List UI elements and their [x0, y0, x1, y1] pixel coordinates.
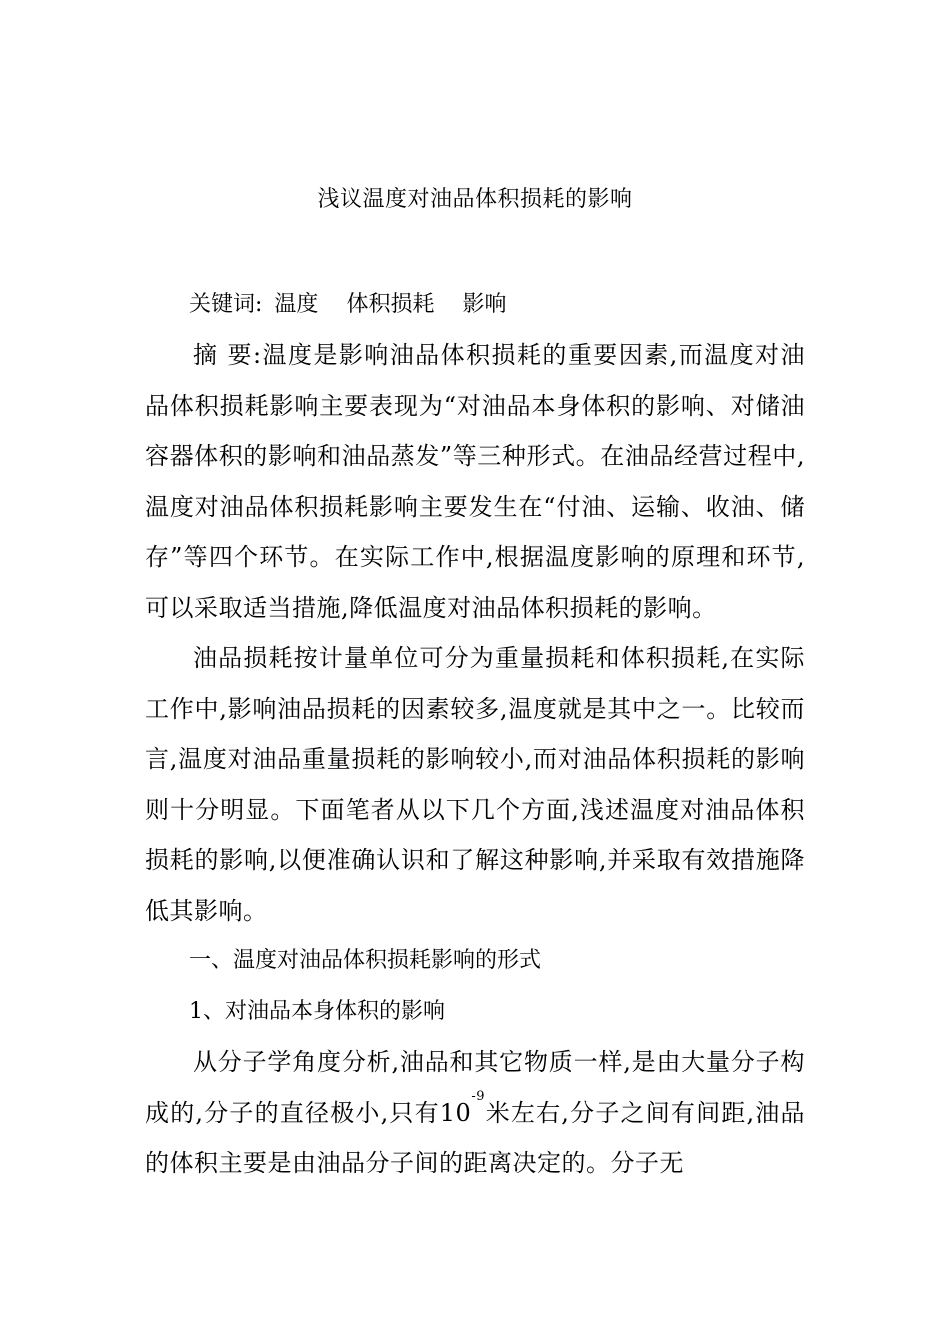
section-heading: 一、温度对油品体积损耗影响的形式	[189, 948, 542, 973]
abstract-paragraph	[145, 330, 805, 633]
body-paragraph	[145, 1037, 805, 1189]
abstract-label: 摘 要:	[193, 341, 262, 369]
keyword-item: 影响	[462, 292, 507, 317]
keyword-item: 体积损耗	[346, 292, 435, 317]
keywords-label: 关键词:	[189, 292, 263, 317]
body-text-before: 从分子学角度分析,油品和其它物质一样,是由大量分子构成的,分子的直径极小,只有10	[145, 1048, 805, 1127]
exponent: -9	[471, 1088, 486, 1104]
subsection-heading: 1、对油品本身体积的影响	[189, 998, 445, 1024]
abstract-text: 温度是影响油品体积损耗的重要因素,而温度对油品体积损耗影响主要表现为“对油品本身体积的影响、对储油容器体积的影响和油品蒸发”等三种形式。在油品经营过程中,温度对油品体积损耗影响主要发生在“付油、运输、收油、储存”等四个环节。在实际工作中,根据温度影响的原理和环节,可以采取适当措施,降低温度对油品体积损耗的影响。	[145, 341, 805, 622]
keywords-line	[145, 280, 805, 330]
keyword-item: 温度	[274, 292, 319, 317]
intro-paragraph: 油品损耗按计量单位可分为重量损耗和体积损耗,在实际工作中,影响油品损耗的因素较多,温度就是其中之一。比较而言,温度对油品重量损耗的影响较小,而对油品体积损耗的影响则十分明显。下面笔者从以下几个方面,浅述温度对油品体积损耗的影响,以便准确认识和了解这种影响,并采取有效措施降低其影响。	[145, 644, 805, 925]
document-title: 浅议温度对油品体积损耗的影响	[317, 187, 633, 212]
body-text-after: 米左右,分子之间有间距,油品的体积主要是由油品分子间的距离决定的。分子无	[145, 1098, 806, 1177]
document-page	[145, 180, 805, 1189]
